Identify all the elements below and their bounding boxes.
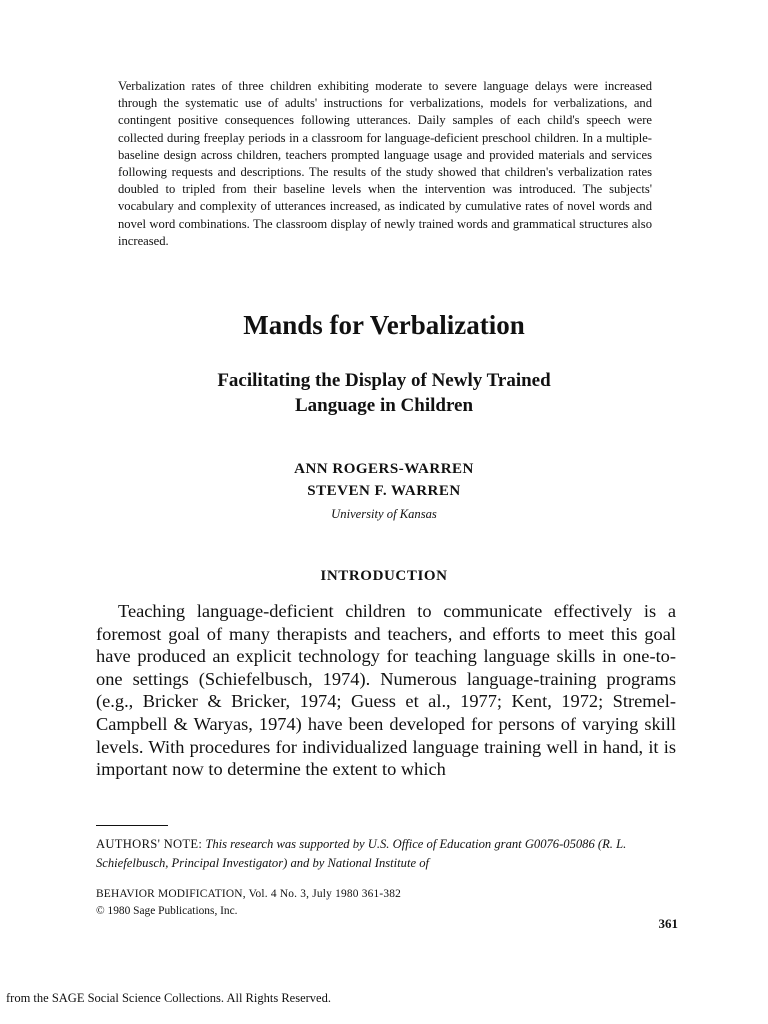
article-title: Mands for Verbalization bbox=[243, 310, 525, 340]
article-subtitle bbox=[0, 368, 768, 418]
page-number: 361 bbox=[658, 916, 678, 931]
author-1: ANN ROGERS-WARREN bbox=[294, 461, 474, 477]
body-paragraph: Teaching language-deficient children to communicate effectively is a foremost goal of many therapists and teachers, and efforts to meet this goal have produced an explicit technology for teaching language skills in one-to-one settings (Schiefelbusch, 1974). Numerous language-training programs (e.g., Bricker & Bricker, 1974; Guess et al., 1977; Kent, 1972; Stremel-Campbell & Waryas, 1974) have been developed for persons of varying skill levels. With procedures for individualized language training well in hand, it is important now to determine the extent to which bbox=[96, 601, 676, 780]
subtitle-line-1: Facilitating the Display of Newly Trained bbox=[217, 370, 551, 391]
abstract: Verbalization rates of three children exhibiting moderate to severe language delays were increased through the systematic use of adults' instructions for verbalizations, models for verbalizations, and contingent positive consequences following utterances. Daily samples of each child's speech were collected during freeplay periods in a classroom for language-deficient preschool children. In a multiple-baseline design across children, teachers prompted language usage and provided materials and services following requests and descriptions. The results of the study showed that children's verbalization rates doubled to tripled from their baseline levels when the intervention was introduced. The subjects' vocabulary and complexity of utterances increased, as indicated by cumulative rates of novel words and novel word combinations. The classroom display of newly trained words and grammatical structures also increased. bbox=[118, 79, 652, 248]
authors-note-text: This research was supported by U.S. Office of Education grant G0076-05086 (R. L. Schiefelbusch, Principal Investigator) and by National Institute of bbox=[96, 837, 627, 870]
section-heading: INTRODUCTION bbox=[320, 568, 448, 584]
collection-footer: from the SAGE Social Science Collections. All Rights Reserved. bbox=[6, 991, 331, 1005]
authors-note bbox=[96, 835, 686, 872]
subtitle-line-2: Language in Children bbox=[294, 395, 474, 416]
authors-note-label: AUTHORS' NOTE: bbox=[96, 837, 203, 851]
affiliation: University of Kansas bbox=[331, 507, 437, 521]
author-2: STEVEN F. WARREN bbox=[307, 483, 461, 499]
journal-citation: BEHAVIOR MODIFICATION, Vol. 4 No. 3, July 1980 361-382 bbox=[96, 888, 402, 900]
copyright: © 1980 Sage Publications, Inc. bbox=[96, 905, 238, 917]
footnote-rule bbox=[96, 825, 168, 826]
